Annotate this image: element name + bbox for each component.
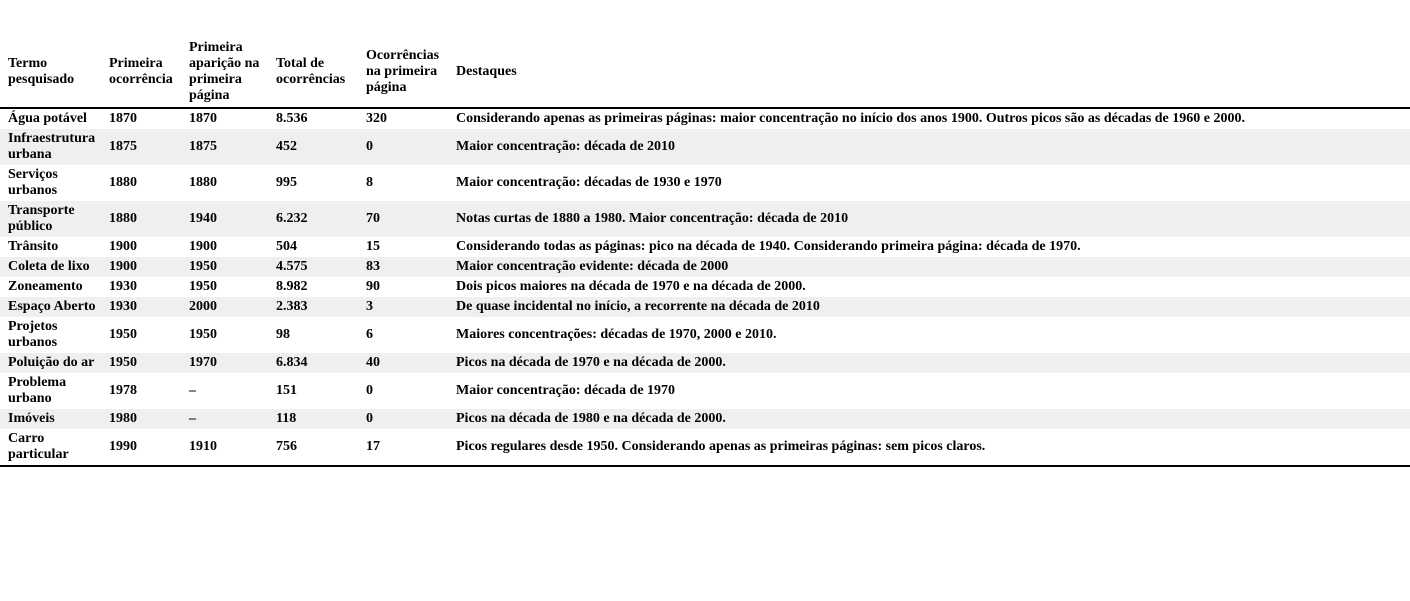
- cell-term: Coleta de lixo: [8, 259, 90, 274]
- table-row: [0, 373, 1410, 409]
- cell-total_occurrences: 452: [276, 139, 297, 154]
- cell-term: Poluição do ar: [8, 355, 95, 370]
- cell-front_page_occurrences: 6: [366, 327, 373, 342]
- cell-first_occurrence: 1870: [109, 111, 137, 126]
- cell-first_front_page_appearance: 1875: [189, 139, 217, 154]
- cell-total_occurrences: 6.834: [276, 355, 308, 370]
- cell-first_front_page_appearance: 1950: [189, 279, 217, 294]
- cell-total_occurrences: 756: [276, 439, 297, 454]
- cell-front_page_occurrences: 0: [366, 139, 373, 154]
- cell-front_page_occurrences: 3: [366, 299, 373, 314]
- cell-highlights: Dois picos maiores na década de 1970 e na década de 2000.: [456, 279, 806, 294]
- cell-first_occurrence: 1978: [109, 383, 137, 398]
- cell-total_occurrences: 8.536: [276, 111, 308, 126]
- table-row: [0, 165, 1410, 201]
- cell-first_occurrence: 1930: [109, 299, 137, 314]
- table-row: [0, 429, 1410, 466]
- cell-highlights: Maior concentração: década de 1970: [456, 383, 676, 398]
- table-row: [0, 297, 1410, 317]
- cell-first_occurrence: 1980: [109, 411, 137, 426]
- cell-first_front_page_appearance: 1970: [189, 355, 217, 370]
- cell-term: Infraestrutura urbana: [8, 131, 96, 162]
- col-header-primeira-ocorrencia: Primeira ocorrência: [108, 37, 188, 108]
- cell-first_occurrence: 1990: [109, 439, 137, 454]
- cell-term: Espaço Aberto: [8, 299, 96, 314]
- cell-front_page_occurrences: 90: [366, 279, 380, 294]
- cell-term: Transporte público: [8, 203, 75, 234]
- cell-highlights: Maior concentração evidente: década de 2000: [456, 259, 729, 274]
- cell-total_occurrences: 98: [276, 327, 290, 342]
- col-header-termo-pesquisado: Termo pesquisado: [0, 37, 108, 108]
- cell-front_page_occurrences: 8: [366, 175, 373, 190]
- cell-first_front_page_appearance: 2000: [189, 299, 217, 314]
- cell-first_occurrence: 1880: [109, 175, 137, 190]
- cell-total_occurrences: 8.982: [276, 279, 308, 294]
- cell-first_front_page_appearance: 1940: [189, 211, 217, 226]
- cell-first_occurrence: 1875: [109, 139, 137, 154]
- cell-first_occurrence: 1880: [109, 211, 137, 226]
- table-row: [0, 129, 1410, 165]
- cell-first_front_page_appearance: –: [189, 383, 196, 398]
- cell-total_occurrences: 151: [276, 383, 297, 398]
- table-row: [0, 317, 1410, 353]
- cell-highlights: Maior concentração: década de 2010: [456, 139, 676, 154]
- table-row: [0, 201, 1410, 237]
- col-header-total-ocorrencias: Total de ocorrências: [275, 37, 365, 108]
- cell-highlights: Picos na década de 1970 e na década de 2000.: [456, 355, 726, 370]
- cell-total_occurrences: 2.383: [276, 299, 308, 314]
- cell-front_page_occurrences: 40: [366, 355, 380, 370]
- cell-term: Problema urbano: [8, 375, 67, 406]
- cell-first_front_page_appearance: 1950: [189, 259, 217, 274]
- cell-term: Água potável: [8, 111, 87, 126]
- search-terms-table: [0, 37, 1410, 467]
- cell-highlights: De quase incidental no início, a recorrente na década de 2010: [456, 299, 820, 314]
- cell-first_front_page_appearance: 1950: [189, 327, 217, 342]
- cell-highlights: Considerando apenas as primeiras páginas: maior concentração no início dos anos 1900. Outros picos são as décadas de 1960 e 2000.: [456, 111, 1245, 126]
- table-row: [0, 108, 1410, 129]
- cell-total_occurrences: 6.232: [276, 211, 308, 226]
- cell-total_occurrences: 995: [276, 175, 297, 190]
- cell-highlights: Considerando todas as páginas: pico na década de 1940. Considerando primeira página: década de 1970.: [456, 239, 1081, 254]
- cell-first_front_page_appearance: 1880: [189, 175, 217, 190]
- cell-total_occurrences: 118: [276, 411, 297, 426]
- cell-front_page_occurrences: 83: [366, 259, 380, 274]
- cell-first_occurrence: 1950: [109, 355, 137, 370]
- cell-term: Projetos urbanos: [8, 319, 58, 350]
- col-header-primeira-aparicao-primeira-pagina: Primeira aparição na primeira página: [188, 37, 275, 108]
- cell-highlights: Picos regulares desde 1950. Considerando apenas as primeiras páginas: sem picos claros.: [456, 439, 986, 454]
- cell-first_front_page_appearance: 1900: [189, 239, 217, 254]
- cell-total_occurrences: 504: [276, 239, 297, 254]
- cell-first_occurrence: 1900: [109, 239, 137, 254]
- table-header: [0, 37, 1410, 108]
- cell-term: Carro particular: [8, 431, 69, 462]
- table-row: [0, 409, 1410, 429]
- col-header-destaques: Destaques: [455, 37, 1410, 108]
- table-row: [0, 277, 1410, 297]
- cell-front_page_occurrences: 17: [366, 439, 380, 454]
- table-row: [0, 237, 1410, 257]
- cell-first_front_page_appearance: 1870: [189, 111, 217, 126]
- cell-highlights: Maiores concentrações: décadas de 1970, 2000 e 2010.: [456, 327, 777, 342]
- cell-term: Trânsito: [8, 239, 59, 254]
- cell-term: Imóveis: [8, 411, 55, 426]
- cell-front_page_occurrences: 320: [366, 111, 387, 126]
- cell-highlights: Notas curtas de 1880 a 1980. Maior concentração: década de 2010: [456, 211, 849, 226]
- cell-front_page_occurrences: 70: [366, 211, 380, 226]
- col-header-ocorrencias-primeira-pagina: Ocorrências na primeira página: [365, 37, 455, 108]
- cell-first_occurrence: 1900: [109, 259, 137, 274]
- cell-front_page_occurrences: 0: [366, 411, 373, 426]
- cell-first_occurrence: 1950: [109, 327, 137, 342]
- cell-term: Serviços urbanos: [8, 167, 58, 198]
- cell-front_page_occurrences: 0: [366, 383, 373, 398]
- cell-term: Zoneamento: [8, 279, 83, 294]
- cell-first_front_page_appearance: 1910: [189, 439, 217, 454]
- cell-first_front_page_appearance: –: [189, 411, 196, 426]
- table-body: [0, 108, 1410, 466]
- cell-highlights: Picos na década de 1980 e na década de 2000.: [456, 411, 726, 426]
- cell-first_occurrence: 1930: [109, 279, 137, 294]
- cell-highlights: Maior concentração: décadas de 1930 e 1970: [456, 175, 722, 190]
- table-row: [0, 353, 1410, 373]
- cell-total_occurrences: 4.575: [276, 259, 308, 274]
- header-row: [0, 37, 1410, 108]
- cell-front_page_occurrences: 15: [366, 239, 380, 254]
- table-row: [0, 257, 1410, 277]
